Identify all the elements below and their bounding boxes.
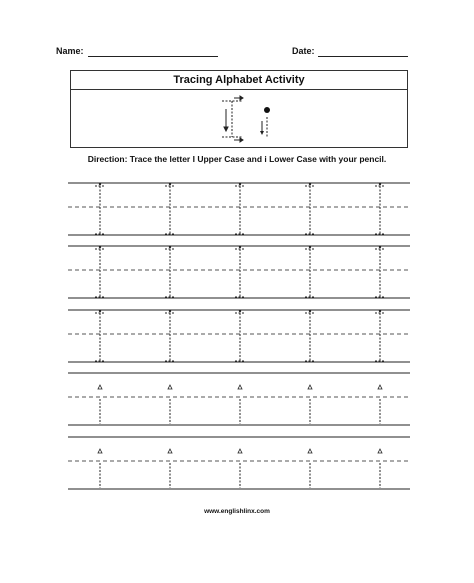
trace-upper-i bbox=[95, 313, 105, 361]
start-dot bbox=[99, 310, 101, 312]
practice-row-3 bbox=[68, 310, 410, 362]
trace-upper-i bbox=[305, 249, 315, 297]
trace-upper-i bbox=[375, 186, 385, 234]
trace-upper-i bbox=[95, 249, 105, 297]
practice-row-5 bbox=[68, 437, 410, 489]
start-dot bbox=[239, 183, 241, 185]
start-dot bbox=[379, 246, 381, 248]
practice-row-4 bbox=[68, 373, 410, 425]
trace-upper-i bbox=[95, 186, 105, 234]
practice-row-1 bbox=[68, 183, 410, 235]
start-dot bbox=[309, 310, 311, 312]
dot-star bbox=[378, 449, 382, 453]
trace-upper-i bbox=[375, 249, 385, 297]
name-label: Name: bbox=[56, 46, 84, 56]
dot-star bbox=[98, 449, 102, 453]
trace-upper-i bbox=[305, 186, 315, 234]
dot-star bbox=[98, 385, 102, 389]
trace-upper-i bbox=[375, 313, 385, 361]
dot-star bbox=[168, 385, 172, 389]
start-dot bbox=[169, 246, 171, 248]
direction-text: Direction: Trace the letter I Upper Case and i Lower Case with your pencil. bbox=[87, 154, 387, 164]
trace-upper-i bbox=[235, 249, 245, 297]
start-dot bbox=[99, 183, 101, 185]
start-dot bbox=[379, 183, 381, 185]
dot-star bbox=[168, 449, 172, 453]
start-dot bbox=[169, 310, 171, 312]
practice-row-2 bbox=[68, 246, 410, 298]
dot-star bbox=[308, 385, 312, 389]
trace-upper-i bbox=[235, 313, 245, 361]
start-dot bbox=[169, 183, 171, 185]
trace-upper-i bbox=[235, 186, 245, 234]
dot-star bbox=[378, 385, 382, 389]
trace-upper-i bbox=[305, 313, 315, 361]
trace-upper-i bbox=[165, 313, 175, 361]
start-dot bbox=[99, 246, 101, 248]
trace-upper-i bbox=[165, 186, 175, 234]
start-dot bbox=[309, 183, 311, 185]
start-dot bbox=[239, 310, 241, 312]
date-label: Date: bbox=[292, 46, 315, 56]
footer-url: www.englishlinx.com bbox=[204, 508, 270, 515]
page-title: Tracing Alphabet Activity bbox=[71, 71, 407, 90]
dot-star bbox=[238, 385, 242, 389]
dot-star bbox=[238, 449, 242, 453]
start-dot bbox=[239, 246, 241, 248]
start-dot bbox=[379, 310, 381, 312]
dot-star bbox=[308, 449, 312, 453]
start-dot bbox=[309, 246, 311, 248]
trace-upper-i bbox=[165, 249, 175, 297]
